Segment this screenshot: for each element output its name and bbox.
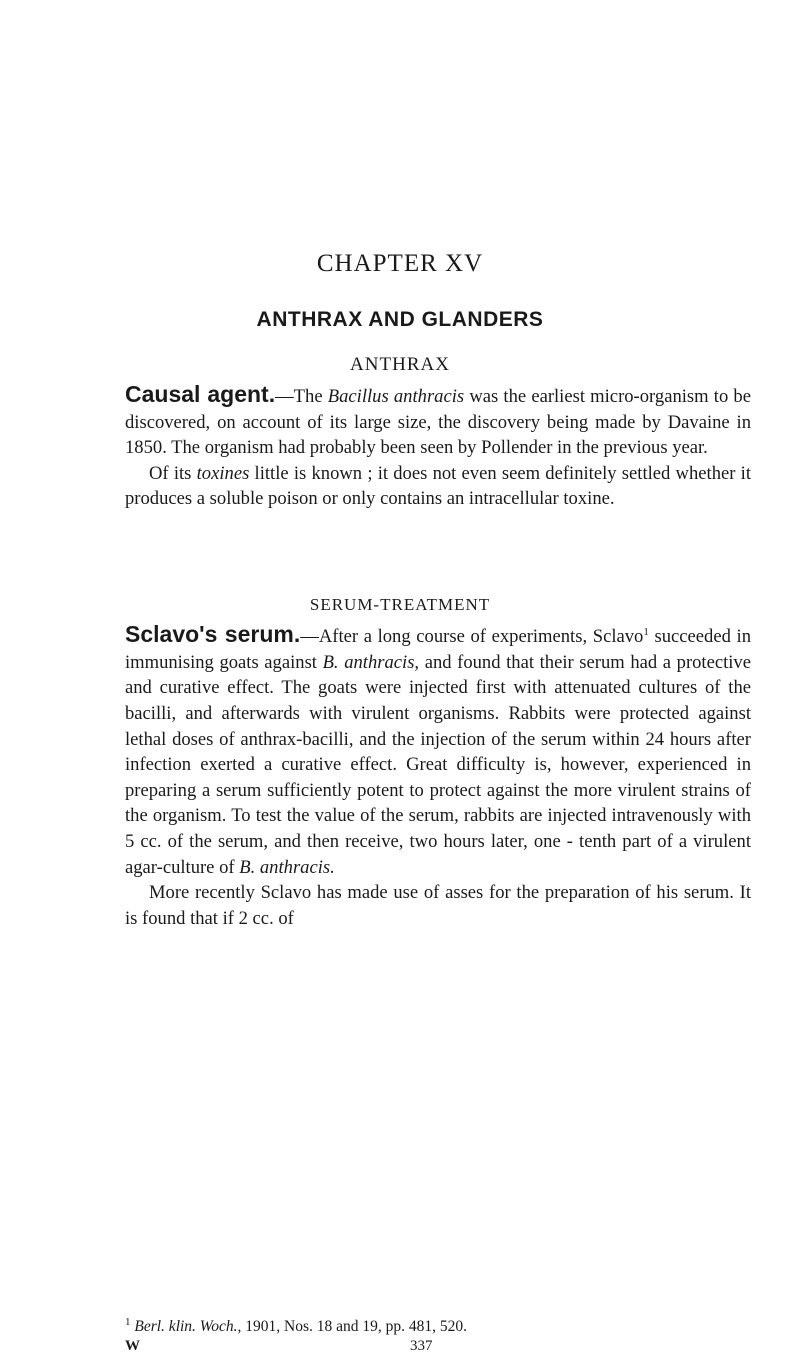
footnote [125,1316,751,1336]
causal-agent-lead: Causal agent. [125,381,276,407]
chapter-heading: CHAPTER XV [316,250,484,277]
bacillus-name: Bacillus anthracis [327,386,465,407]
anthrax-section-body [125,382,751,512]
page-footer [125,1338,751,1355]
causal-text: was the earliest micro-organism to be discovered, on account of its large size, the discovery being made by Davaine in 1850. The organism had probably been seen by Pollender in the previous year. [125,386,751,459]
toxines-italic: toxines [196,462,250,484]
asses-paragraph: More recently Sclavo has made use of asses for the preparation of his serum. It is found that if 2 cc. of [125,882,751,929]
serum-section-body [125,620,751,931]
b-anthracis-2: B. anthracis. [239,856,335,878]
sclavo-text-2: succeeded in immunising goats against [125,626,751,673]
page-number: 337 [410,1338,433,1354]
footnote-journal: Berl. klin. Woch., [134,1318,242,1336]
section-heading-anthrax: ANTHRAX [350,354,450,375]
sclavo-text-1: —After a long course of experiments, Sclavo [300,626,644,648]
b-anthracis-1: B. anthracis, [322,651,420,673]
chapter-title: ANTHRAX AND GLANDERS [256,308,544,331]
causal-dash: —The [275,386,328,407]
sclavo-paragraph [125,620,751,880]
causal-agent-paragraph [125,382,751,461]
section-heading-serum: SERUM-TREATMENT [309,595,491,614]
footnote-marker: 1 [643,626,649,638]
toxines-paragraph [125,461,751,512]
toxines-after: little is known ; it does not even seem definitely settled whether it produces a soluble poison or only contains an intracellular toxine. [125,462,751,510]
footnote-number: 1 [125,1316,131,1328]
toxines-before: Of its [149,462,197,484]
footnote-text: 1901, Nos. 18 and 19, pp. 481, 520. [241,1318,468,1336]
sclavo-lead: Sclavo's serum. [125,621,301,648]
sclavo-text-3: and found that their serum had a protective and curative effect. The goats were injected first with attenuated cultures of the bacilli, and afterwards with virulent organisms. Rabbits were protected against lethal doses of anthrax-bacilli, and the injection of the serum within 24 hours after infection exerted a curative effect. Great difficulty is, however, experienced in preparing a serum sufficiently potent to protect against the more virulent strains of the organism. To test the value of the serum, rabbits are injected intravenously with 5 cc. of the serum, and then receive, two hours later, one - tenth part of a virulent agar-culture of [125,651,751,878]
signature-mark: W [125,1338,140,1354]
